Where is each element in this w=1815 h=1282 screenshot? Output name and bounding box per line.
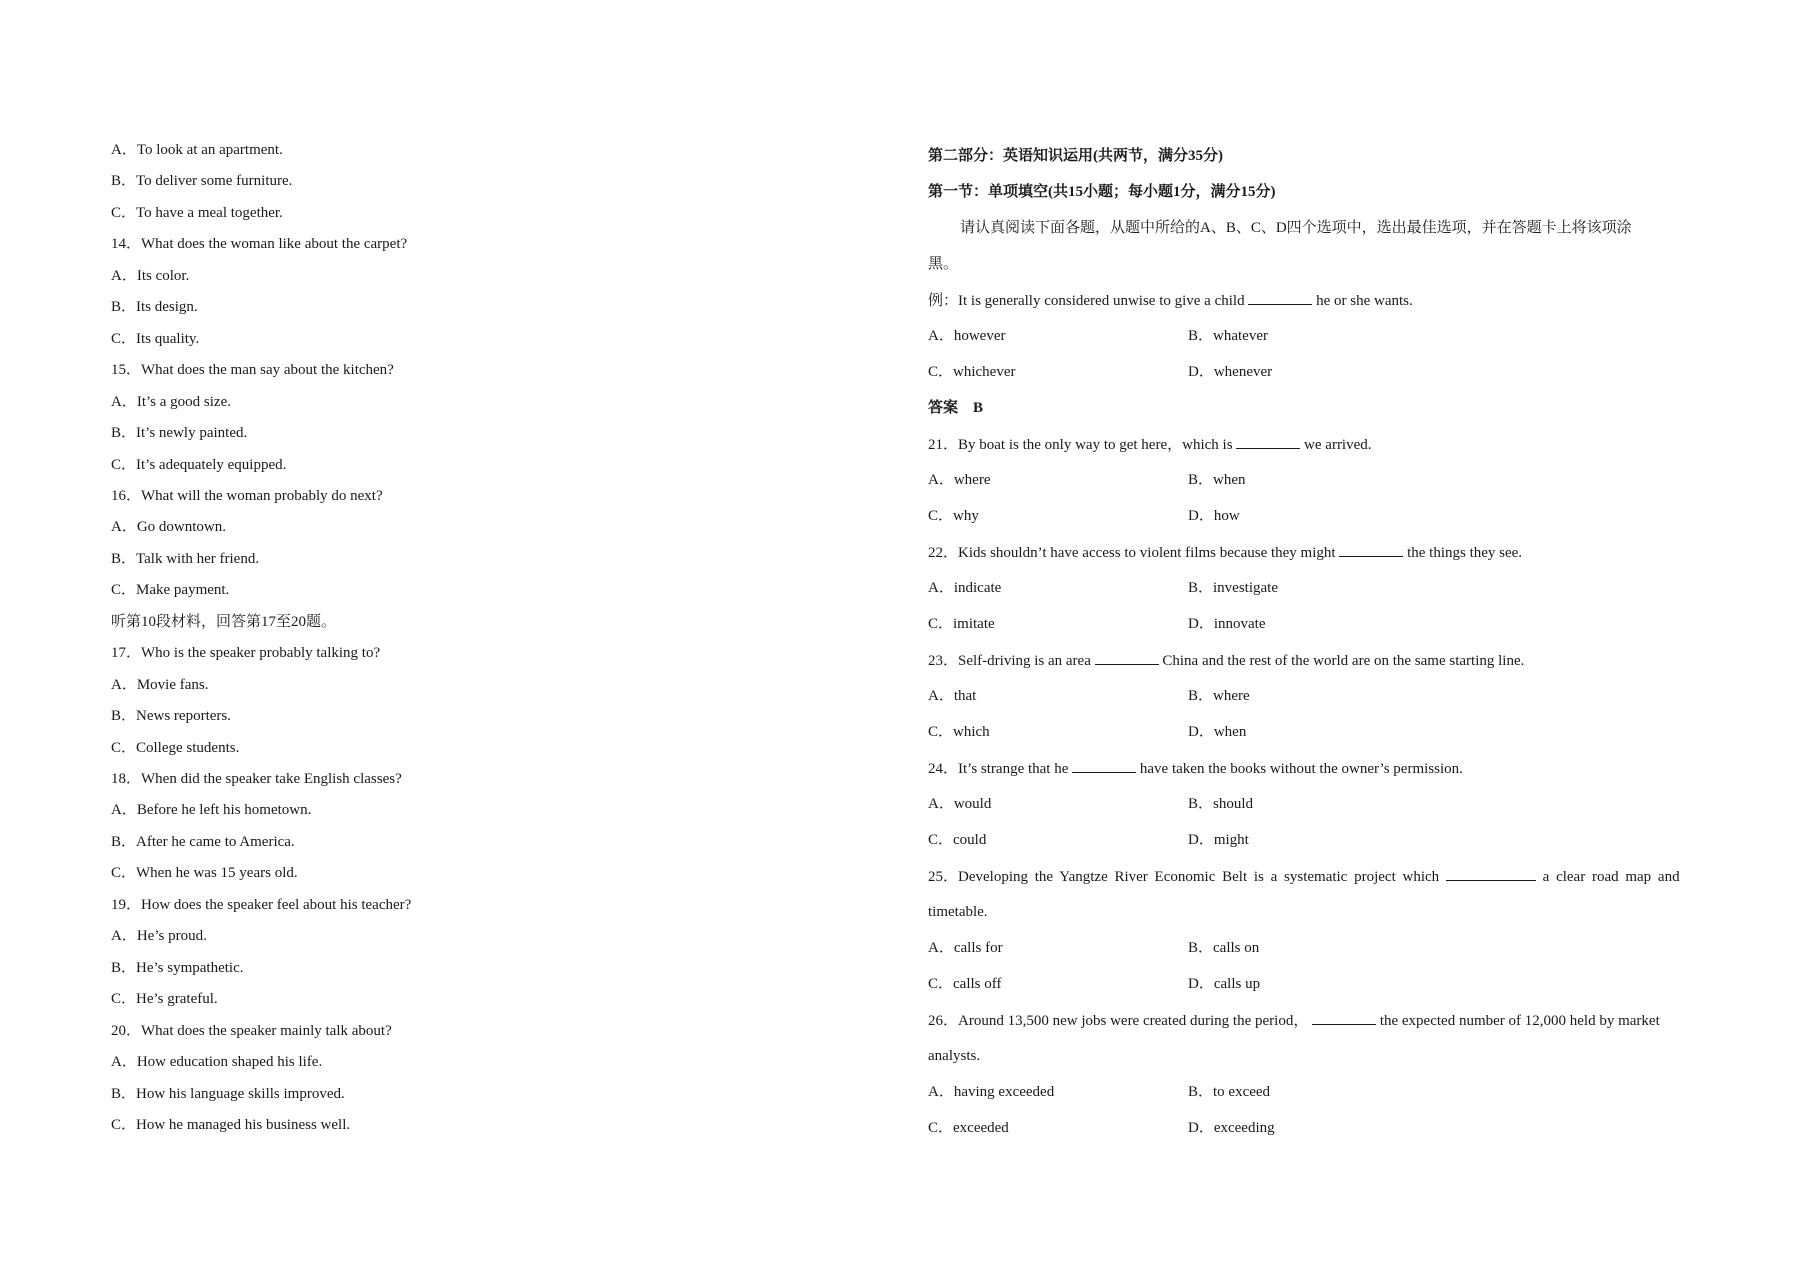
q23-option-c: C．which xyxy=(928,724,990,740)
q22-option-b: B．investigate xyxy=(1188,580,1278,596)
left-line: C．Make payment. xyxy=(111,582,230,599)
left-line: 听第10段材料，回答第17至20题。 xyxy=(111,613,337,630)
left-line: B．He’s sympathetic. xyxy=(111,959,244,976)
q22-option-c: C．imitate xyxy=(928,616,995,632)
q21-option-c: C．why xyxy=(928,508,979,524)
question-26: 26．Around 13,500 new jobs were created during the period， the expected number of 12,000 held by market xyxy=(928,1010,1660,1031)
q22-option-a: A．indicate xyxy=(928,580,1002,596)
q25-option-b: B．calls on xyxy=(1188,940,1260,956)
left-line: 14．What does the woman like about the carpet? xyxy=(111,236,408,253)
question-21: 21．By boat is the only way to get here，which is we arrived. xyxy=(928,434,1372,455)
section-title: 第一节：单项填空(共15小题；每小题1分，满分15分) xyxy=(928,184,1276,200)
q21-option-d: D．how xyxy=(1188,508,1240,524)
answer-blank xyxy=(1339,542,1403,557)
q26-option-c: C．exceeded xyxy=(928,1120,1009,1136)
question-23: 23．Self-driving is an area China and the rest of the world are on the same starting line. xyxy=(928,650,1524,671)
left-line: 16．What will the woman probably do next? xyxy=(111,487,383,504)
q23-option-d: D．when xyxy=(1188,724,1247,740)
answer-blank xyxy=(1312,1010,1376,1025)
question-25-continued: timetable. xyxy=(928,904,988,920)
q23-option-b: B．where xyxy=(1188,688,1250,704)
example-option-d: D．whenever xyxy=(1188,364,1273,380)
left-line: A．Movie fans. xyxy=(111,676,209,693)
q22-option-d: D．innovate xyxy=(1188,616,1266,632)
question-25: 25．Developing the Yangtze River Economic Belt is a systematic project which a clear road map and xyxy=(928,866,1680,887)
left-line: 17．Who is the speaker probably talking to? xyxy=(111,645,381,662)
left-line: A．It’s a good size. xyxy=(111,393,231,410)
answer-blank xyxy=(1248,290,1312,305)
left-line: B．How his language skills improved. xyxy=(111,1085,345,1102)
q24-option-d: D．might xyxy=(1188,832,1249,848)
q26-option-a: A．having exceeded xyxy=(928,1084,1055,1100)
left-line: 19．How does the speaker feel about his teacher? xyxy=(111,896,412,913)
answer-blank xyxy=(1072,758,1136,773)
q21-option-b: B．when xyxy=(1188,472,1246,488)
example-answer: 答案 B xyxy=(928,400,984,416)
left-line: A．Go downtown. xyxy=(111,519,226,536)
left-line: C．How he managed his business well. xyxy=(111,1116,351,1133)
q25-option-c: C．calls off xyxy=(928,976,1002,992)
left-line: 20．What does the speaker mainly talk about? xyxy=(111,1022,392,1039)
q25-option-a: A．calls for xyxy=(928,940,1003,956)
left-line: A．To look at an apartment. xyxy=(111,142,283,158)
q26-option-d: D．exceeding xyxy=(1188,1120,1275,1136)
left-line: 15．What does the man say about the kitchen? xyxy=(111,362,394,379)
left-line: B．Talk with her friend. xyxy=(111,550,260,567)
q23-option-a: A．that xyxy=(928,688,977,704)
instruction-line-1: 请认真阅读下面各题，从题中所给的A、B、C、D四个选项中，选出最佳选项，并在答题卡上将该项涂 xyxy=(960,220,1632,236)
part-title: 第二部分：英语知识运用(共两节，满分35分) xyxy=(928,148,1223,164)
left-line: B．Its design. xyxy=(111,299,198,316)
q24-option-b: B．should xyxy=(1188,796,1254,812)
left-line: C．Its quality. xyxy=(111,330,200,347)
example-option-b: B．whatever xyxy=(1188,328,1268,344)
left-line: A．Its color. xyxy=(111,267,190,284)
left-line: A．He’s proud. xyxy=(111,928,207,945)
q24-option-c: C．could xyxy=(928,832,987,848)
question-22: 22．Kids shouldn’t have access to violent films because they might the things they see. xyxy=(928,542,1522,563)
answer-blank xyxy=(1095,650,1159,665)
left-line: 18．When did the speaker take English classes? xyxy=(111,771,402,787)
left-line: C．He’s grateful. xyxy=(111,991,218,1008)
left-line: A．Before he left his hometown. xyxy=(111,802,312,819)
example-option-c: C．whichever xyxy=(928,364,1016,380)
left-line: C．It’s adequately equipped. xyxy=(111,456,287,473)
left-line: C．College students. xyxy=(111,739,240,756)
question-26-continued: analysts. xyxy=(928,1048,981,1064)
left-line: A．How education shaped his life. xyxy=(111,1054,323,1071)
answer-blank xyxy=(1446,866,1536,881)
left-line: B．It’s newly painted. xyxy=(111,425,248,442)
instruction-line-2: 黑。 xyxy=(928,256,959,272)
left-line: C．To have a meal together. xyxy=(111,204,283,221)
left-line: B．To deliver some furniture. xyxy=(111,173,293,190)
left-line: B．News reporters. xyxy=(111,708,231,725)
example-stem: 例：It is generally considered unwise to give a child he or she wants. xyxy=(928,290,1413,311)
left-line: C．When he was 15 years old. xyxy=(111,865,298,882)
left-line: B．After he came to America. xyxy=(111,833,295,850)
q26-option-b: B．to exceed xyxy=(1188,1084,1271,1100)
q21-option-a: A．where xyxy=(928,472,991,488)
q25-option-d: D．calls up xyxy=(1188,976,1261,992)
question-24: 24．It’s strange that he have taken the books without the owner’s permission. xyxy=(928,758,1463,779)
answer-blank xyxy=(1236,434,1300,449)
example-option-a: A．however xyxy=(928,328,1006,344)
q24-option-a: A．would xyxy=(928,796,992,812)
